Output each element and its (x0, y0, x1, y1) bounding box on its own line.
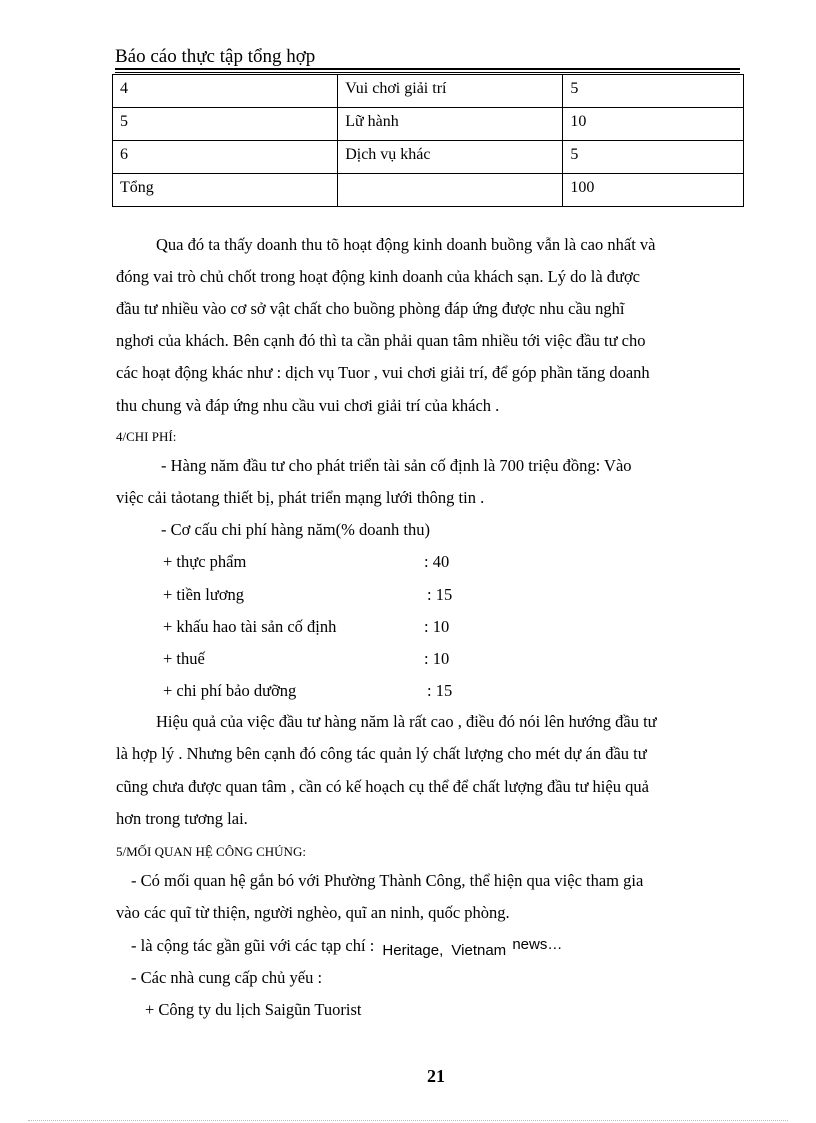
paragraph-line: là hợp lý . Nhưng bên cạnh đó công tác quản lý chất lượng cho mét dự án đầu tư (116, 744, 647, 763)
page-number: 21 (427, 1066, 445, 1086)
list-item: + thực phẩm (163, 552, 247, 571)
table-cell (338, 174, 563, 207)
magazines-label: - là cộng tác gần gũi với các tạp chí : (131, 936, 375, 955)
table-row (113, 174, 744, 207)
table-row (113, 141, 744, 174)
list-item-value: : 15 (427, 681, 453, 700)
table-cell: 5 (113, 108, 338, 141)
paragraph-line: hơn trong tương lai. (116, 809, 248, 828)
paragraph-line: - Có mối quan hệ gắn bó với Phường Thành Công, thể hiện qua việc tham gia (131, 871, 644, 890)
table-cell: Vui chơi giải trí (338, 75, 563, 108)
list-item-value: : 10 (424, 617, 450, 636)
list-item-value: : 10 (424, 649, 450, 668)
list-item: + thuế (163, 649, 205, 668)
paragraph-line: đầu tư nhiều vào cơ sở vật chất cho buồng phòng đáp ứng được nhu cầu nghĩ (116, 299, 625, 318)
list-item: + khấu hao tài sản cố định (163, 617, 337, 636)
list-item-value: : 40 (424, 552, 450, 571)
paragraph-line: - Các nhà cung cấp chủ yếu : (131, 968, 323, 987)
table-cell: Tổng (113, 174, 338, 207)
header-rule-thick (115, 68, 740, 70)
section-heading: 5/MỐI QUAN HỆ CÔNG CHÚNG: (116, 844, 306, 859)
paragraph-line: thu chung và đáp ứng nhu cầu vui chơi giải trí của khách . (116, 396, 500, 415)
table-cell: Lữ hành (338, 108, 563, 141)
list-title: - Cơ cấu chi phí hàng năm(% doanh thu) (161, 520, 430, 539)
paragraph-line: Qua đó ta thấy doanh thu tõ hoạt động kinh doanh buồng vẫn là cao nhất và (156, 235, 656, 254)
table-cell: 4 (113, 75, 338, 108)
paragraph-line: đóng vai trò chủ chốt trong hoạt động kinh doanh của khách sạn. Lý do là được (116, 267, 641, 286)
table-row (113, 108, 744, 141)
paragraph-line: việc cải tảotang thiết bị, phát triển mạng lưới thông tin . (116, 488, 485, 507)
magazine-name: news… (512, 936, 563, 953)
table-cell: Dịch vụ khác (338, 141, 563, 174)
table-cell: 6 (113, 141, 338, 174)
table-cell: 10 (563, 108, 744, 141)
section-heading: 4/CHI PHÍ: (116, 429, 177, 444)
revenue-table (112, 74, 744, 207)
table-cell: 5 (563, 141, 744, 174)
magazine-name: Vietnam (451, 942, 507, 959)
paragraph-line: - Hàng năm đầu tư cho phát triển tài sản cố định là 700 triệu đồng: Vào (161, 456, 632, 475)
paragraph-line: Hiệu quả của việc đầu tư hàng năm là rất cao , điều đó nói lên hướng đầu tư (156, 712, 657, 731)
paragraph-line: + Công ty du lịch Saigũn Tuorist (145, 1000, 362, 1019)
paragraph-line: vào các quĩ từ thiện, người nghèo, quĩ an ninh, quốc phòng. (116, 903, 510, 922)
list-item: + tiền lương (163, 585, 245, 604)
document-header: Báo cáo thực tập tổng hợp (115, 46, 316, 67)
page-edge-divider (28, 1120, 788, 1121)
header-rule-thin (115, 72, 740, 73)
table-row (113, 75, 744, 108)
list-item-value: : 15 (427, 585, 453, 604)
paragraph-line: các hoạt động khác như : dịch vụ Tuor , vui chơi giải trí, để góp phần tăng doanh (116, 363, 650, 382)
magazine-name: Heritage, (382, 942, 444, 959)
paragraph-line: nghơi của khách. Bên cạnh đó thì ta cần phải quan tâm nhiều tới việc đầu tư cho (116, 331, 646, 350)
paragraph-line (131, 930, 562, 964)
list-item: + chi phí bảo dưỡng (163, 681, 297, 700)
table-cell: 100 (563, 174, 744, 207)
table-cell: 5 (563, 75, 744, 108)
paragraph-line: cũng chưa được quan tâm , cần có kế hoạch cụ thể để chất lượng đầu tư hiệu quả (116, 777, 649, 796)
